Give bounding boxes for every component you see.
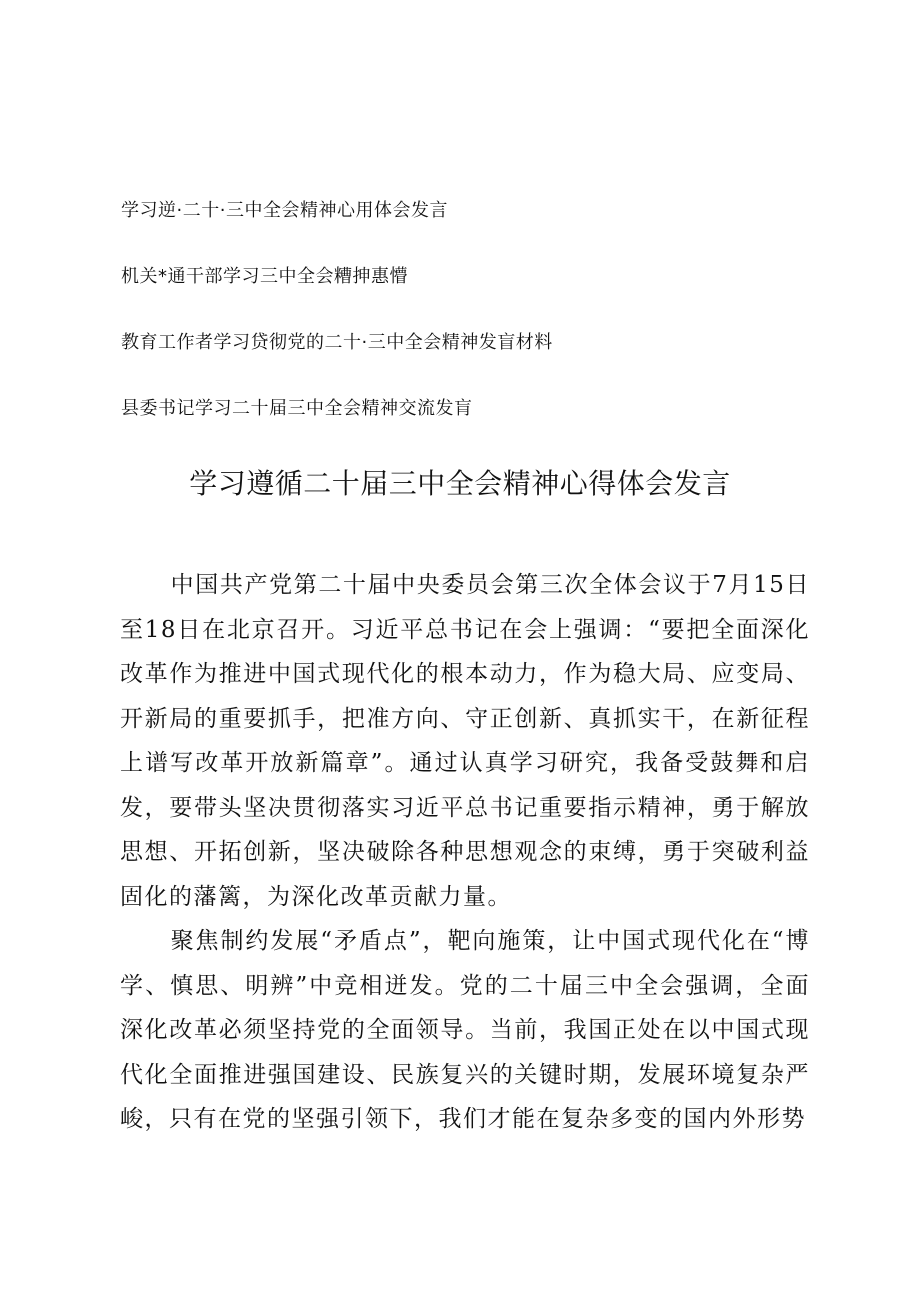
toc-item: 学习逆·二十·三中全会精神心用体会发言 <box>121 200 448 221</box>
toc-item: 县委书记学习二十届三中全会精神交流发肓 <box>121 398 473 419</box>
document-title: 学习遵循二十届三中全会精神心得体会发言 <box>189 467 731 500</box>
body-paragraph: 中国共产党第二十届中央委员会第三次全体会议于7月15日至18日在北京召开。习近平总书记在会上强调：“要把全面深化改革作为推进中国式现代化的根本动力，作为稳大局、应变局、开新局的重要抓手，把准方向、守正创新、真抓实干，在新征程上谱写改革开放新篇章”。通过认真学习研究，我备受鼓舞和启发，要带头坚决贯彻落实习近平总书记重要指示精神，勇于解放思想、开拓创新，坚决破除各种思想观念的束缚，勇于突破利益固化的藩篱，为深化改革贡献力量。 <box>120 572 810 910</box>
toc-item: 机关*通干部学习三中全会糟抻惠懵 <box>121 266 408 287</box>
toc-item: 教育工作者学习贷彻党的二十·三中全会精神发盲材料 <box>121 332 553 353</box>
table-of-contents <box>121 196 553 460</box>
document-body <box>120 563 810 1142</box>
body-paragraph: 聚焦制约发展“矛盾点”，靶向施策，让中国式现代化在“博学、慎思、明辨”中竞相迸发。党的二十届三中全会强调，全面深化改革必须坚持党的全面领导。当前，我国正处在以中国式现代化全面推进强国建设、民族复兴的关键时期，发展环境复杂严峻，只有在党的坚强引领下，我们才能在复杂多变的国内外形势 <box>120 928 810 1132</box>
